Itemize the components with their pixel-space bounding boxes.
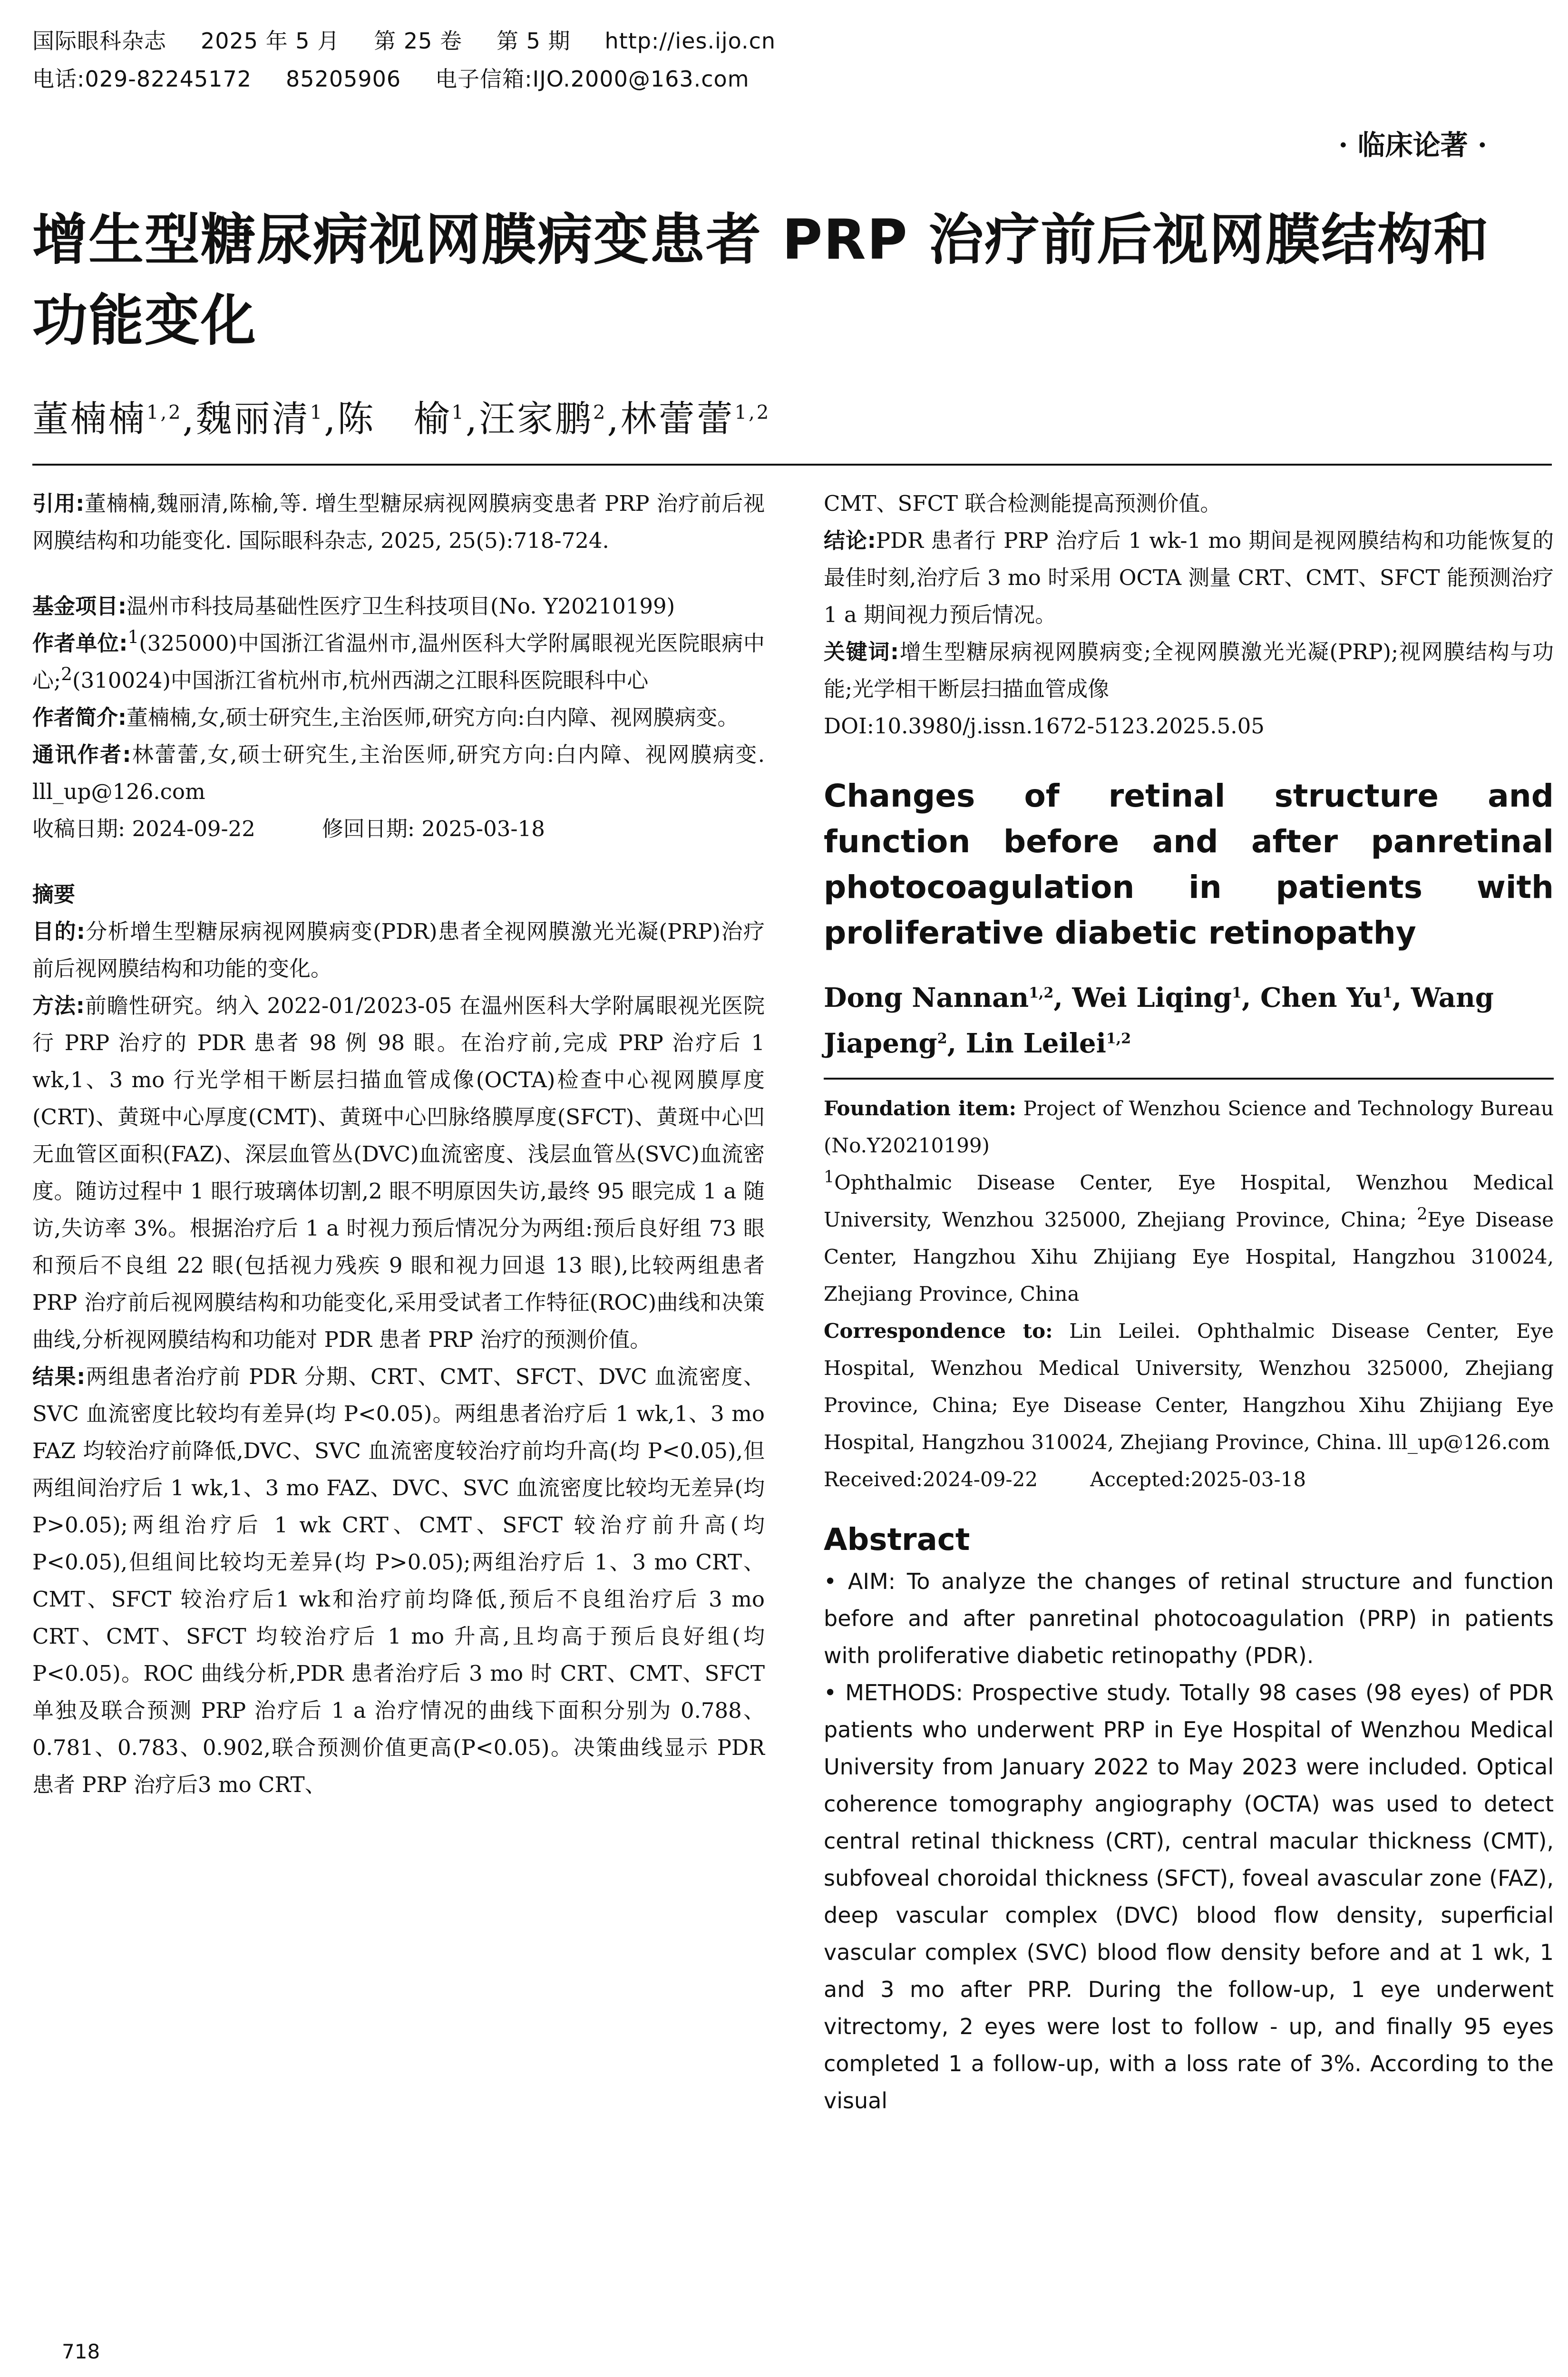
author-1: 董楠楠 [32, 398, 146, 440]
author-2: 魏丽清 [195, 398, 310, 440]
affiliations: $^1$Ophthalmic Disease Center, Eye Hospital, Wenzhou Medical University, Wenzhou 325000, Zhejiang Province, China; $^2$Eye Disease Center, Hangzhou Xihu Zhijiang Eye Hospital, Hangzhou 310024, Zhejiang Province, China [824, 1168, 1554, 1305]
dates-en: Received:2024-09-22 Accepted:2025-03-18 [824, 1468, 1306, 1491]
abstract-methods-cn: 方法:前瞻性研究。纳入 2022-01/2023-05 在温州医科大学附属眼视光医院行 PRP 治疗的 PDR 患者 98 例 98 眼。在治疗前,完成 PRP 治疗后 1 wk,1、3 mo 行光学相干断层扫描血管成像(OCTA)检查中心视网膜厚度(CRT)、黄斑中心厚度(CMT)、黄斑中心凹脉络膜厚度(SFCT)、黄斑中心凹无血管区面积(FAZ)、深层血管丛(DVC)血流密度、浅层血管丛(SVC)血流密度。随访过程中 1 眼行玻璃体切割,2 眼不明原因失访,最终 95 眼完成 1 a 随访,失访率 3%。根据治疗后 1 a 时视力预后情况分为两组:预后良好组 73 眼和预后不良组 22 眼(包括视力残疾 9 眼和视力回退 13 眼),比较两组患者 PRP 治疗前后视网膜结构和功能变化,采用受试者工作特征(ROC)曲线和决策曲线,分析视网膜结构和功能对 PDR 患者 PRP 治疗的预测价值。 [32, 993, 765, 1352]
author-2-affil: 1 [310, 401, 324, 424]
author-4: 汪家鹏 [479, 398, 594, 440]
author-list: 董楠楠$^{1,2}$,魏丽清$^1$,陈 榆$^1$,汪家鹏$^2$,林蕾蕾$^{1,2}$ [32, 398, 771, 440]
email[interactable]: 电子信箱:IJO.2000@163.com [435, 66, 750, 92]
author-5: 林蕾蕾 [620, 398, 735, 440]
correspondence-en: Correspondence to: Lin Leilei. Ophthalmic Disease Center, Eye Hospital, Wenzhou Medical University, Wenzhou 325000, Zhejiang Province, China; Eye Disease Center, Hangzhou Xihu Zhijiang Eye Hospital, Hangzhou 310024, Zhejiang Province, China. lll_up@126.com [824, 1319, 1554, 1454]
author-1-affil: 1,2 [146, 401, 183, 424]
issue-date: 2025 年 5 月 [201, 28, 340, 54]
right-column [824, 485, 1554, 2119]
author-bio: 作者简介:董楠楠,女,硕士研究生,主治医师,研究方向:白内障、视网膜病变。 [32, 705, 739, 730]
journal-name: 国际眼科杂志 [32, 28, 166, 54]
journal-header-line2 [32, 62, 784, 93]
keywords-cn: 关键词:增生型糖尿病视网膜病变;全视网膜激光光凝(PRP);视网膜结构与功能;光学相干断层扫描血管成像 [824, 639, 1554, 701]
abstract-heading-en: Abstract [824, 1522, 970, 1558]
corresponding-author: 通讯作者:林蕾蕾,女,硕士研究生,主治医师,研究方向:白内障、视网膜病变. lll_up@126.com [32, 742, 765, 804]
volume: 第 25 卷 [374, 28, 462, 54]
abstract-results-cn: 结果:两组患者治疗前 PDR 分期、CRT、CMT、SFCT、DVC 血流密度、SVC 血流密度比较均有差异(均 P<0.05)。两组患者治疗后 1 wk,1、3 mo FAZ 均较治疗前降低,DVC、SVC 血流密度较治疗前均升高(均 P<0.05),但两组间治疗后 1 wk,1、3 mo FAZ、DVC、SVC 血流密度比较均无差异(均 P>0.05);两组治疗后 1 wk CRT、CMT、SFCT 较治疗前升高(均 P<0.05),但组间比较均无差异(均 P>0.05);两组治疗后 1、3 mo CRT、CMT、SFCT 较治疗后1 wk和治疗前均降低,预后不良组治疗后 3 mo CRT、CMT、SFCT 均较治疗后 1 mo 升高,且均高于预后良好组(均 P<0.05)。ROC 曲线分析,PDR 患者治疗后 3 mo 时 CRT、CMT、SFCT 单独及联合预测 PRP 治疗后 1 a 治疗情况的曲线下面积分别为 0.788、0.781、0.783、0.902,联合预测价值更高(P<0.05)。决策曲线显示 PDR 患者 PRP 治疗后3 mo CRT、 [32, 1364, 765, 1797]
abstract-results-cn-cont: CMT、SFCT 联合检测能提高预测价值。 [824, 491, 1222, 516]
author-3-affil: 1 [451, 401, 466, 424]
author-units: 作者单位:$^1$(325000)中国浙江省温州市,温州医科大学附属眼视光医院眼病中心;$^2$(310024)中国浙江省杭州市,杭州西湖之江眼科医院眼科中心 [32, 626, 765, 693]
phone: 电话:029-82245172 [32, 66, 252, 92]
author-5-affil: 1,2 [734, 401, 771, 424]
doi[interactable]: DOI:10.3980/j.issn.1672-5123.2025.5.05 [824, 713, 1265, 739]
author-3: 陈 榆 [337, 398, 452, 440]
left-column [32, 485, 765, 1803]
english-divider [824, 1078, 1554, 1080]
foundation-item: Foundation item: Project of Wenzhou Science and Technology Bureau (No.Y20210199) [824, 1097, 1554, 1157]
abstract-methods-en: • METHODS: Prospective study. Totally 98 cases (98 eyes) of PDR patients who underwent PRP in Eye Hospital of Wenzhou Medical University from January 2022 to May 2023 were included. Optical coherence tomography angiography (OCTA) was used to detect central retinal thickness (CRT), central macular thickness (CMT), subfoveal choroidal thickness (SFCT), foveal avascular zone (FAZ), deep vascular complex (DVC) blood flow density, superficial vascular complex (SVC) blood flow density before and at 1 wk, 1 and 3 mo after PRP. During the follow-up, 1 eye underwent vitrectomy, 2 eyes were lost to follow - up, and finally 95 eyes completed 1 a follow-up, with a loss rate of 3%. According to the visual [824, 1680, 1554, 2114]
page-number: 718 [62, 2340, 100, 2363]
issue: 第 5 期 [496, 28, 571, 54]
phone-2: 85205906 [286, 66, 401, 92]
abstract-heading-cn: 摘要 [32, 882, 76, 907]
english-authors: Dong Nannan$^{1,2}$, Wei Liqing$^1$, Chen Yu$^1$, Wang Jiapeng$^2$, Lin Leilei$^{1,2}$ [824, 982, 1494, 1059]
english-title: Changes of retinal structure and function before and after panretinal photocoagulation in patients with proliferative diabetic retinopathy [824, 778, 1554, 951]
title-divider [32, 464, 1552, 466]
abstract-conclusion-cn: 结论:PDR 患者行 PRP 治疗后 1 wk-1 mo 期间是视网膜结构和功能恢复的最佳时刻,治疗后 3 mo 时采用 OCTA 测量 CRT、CMT、SFCT 能预测治疗 1 a 期间视力预后情况。 [824, 528, 1554, 627]
author-4-affil: 2 [593, 401, 607, 424]
dates: 收稿日期: 2024-09-22 修回日期: 2025-03-18 [32, 816, 545, 841]
funding: 基金项目:温州市科技局基础性医疗卫生科技项目(No. Y20210199) [32, 594, 675, 619]
abstract-aim-en: • AIM: To analyze the changes of retinal structure and function before and after panretinal photocoagulation (PRP) in patients with proliferative diabetic retinopathy (PDR). [824, 1568, 1554, 1668]
article-title: 增生型糖尿病视网膜病变患者 PRP 治疗前后视网膜结构和功能变化 [32, 208, 1490, 353]
journal-url[interactable]: http://ies.ijo.cn [604, 28, 776, 54]
journal-header-line1 [32, 24, 810, 55]
citation: 引用:董楠楠,魏丽清,陈榆,等. 增生型糖尿病视网膜病变患者 PRP 治疗前后视网膜结构和功能变化. 国际眼科杂志, 2025, 25(5):718-724. [32, 491, 765, 553]
section-tag: · 临床论著 · [1338, 129, 1487, 161]
abstract-aim-cn: 目的:分析增生型糖尿病视网膜病变(PDR)患者全视网膜激光光凝(PRP)治疗前后视网膜结构和功能的变化。 [32, 919, 765, 981]
